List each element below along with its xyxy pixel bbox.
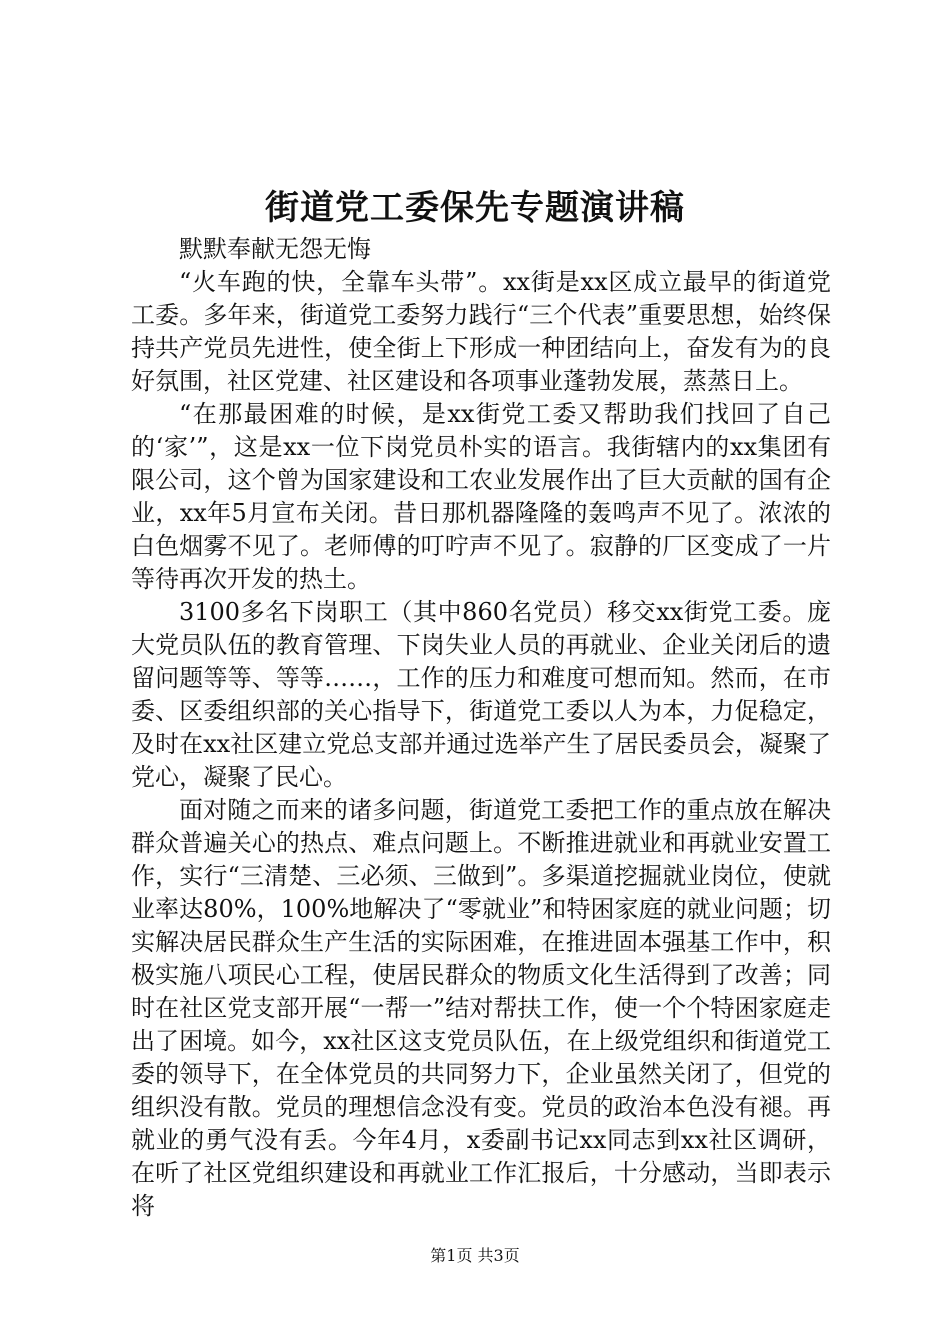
document-subtitle: 默默奉献无怨无悔 <box>179 235 371 263</box>
paragraph-1: “火车跑的快，全靠车头带”。xx街是xx区成立最早的街道党工委。多年来，街道党工委努力践行“三个代表”重要思想，始终保持共产党员先进性，使全街上下形成一种团结向上，奋发有为的良好氛围，社区党建、社区建设和各项事业蓬勃发展，蒸蒸日上。 <box>131 268 831 395</box>
paragraph-4: 面对随之而来的诸多问题，街道党工委把工作的重点放在解决群众普遍关心的热点、难点问题上。不断推进就业和再就业安置工作，实行“三清楚、三必须、三做到”。多渠道挖掘就业岗位，使就业率达80%，100%地解决了“零就业”和特困家庭的就业问题；切实解决居民群众生产生活的实际困难，在推进固本强基工作中，积极实施八项民心工程，使居民群众的物质文化生活得到了改善；同时在社区党支部开展“一帮一”结对帮扶工作，使一个个特困家庭走出了困境。如今，xx社区这支党员队伍，在上级党组织和街道党工委的领导下，在全体党员的共同努力下，企业虽然关闭了，但党的组织没有散。党员的理想信念没有变。党员的政治本色没有褪。再就业的勇气没有丢。今年4月，x委副书记xx同志到xx社区调研，在听了社区党组织建设和再就业工作汇报后，十分感动，当即表示将 <box>131 796 831 1220</box>
page-number-footer: 第1页 共3页 <box>430 1246 520 1265</box>
document-body <box>131 233 831 1223</box>
paragraph-3: 3100多名下岗职工（其中860名党员）移交xx街党工委。庞大党员队伍的教育管理、下岗失业人员的再就业、企业关闭后的遗留问题等等、等等……，工作的压力和难度可想而知。然而，在市委、区委组织部的关心指导下，街道党工委以人为本，力促稳定，及时在xx社区建立党总支部并通过选举产生了居民委员会，凝聚了党心，凝聚了民心。 <box>131 598 831 791</box>
document-title: 街道党工委保先专题演讲稿 <box>265 188 685 228</box>
paragraph-2: “在那最困难的时候，是xx街党工委又帮助我们找回了自己的‘家’”，这是xx一位下岗党员朴实的语言。我街辖内的xx集团有限公司，这个曾为国家建设和工农业发展作出了巨大贡献的国有企业，xx年5月宣布关闭。昔日那机器隆隆的轰鸣声不见了。浓浓的白色烟雾不见了。老师傅的叮咛声不见了。寂静的厂区变成了一片等待再次开发的热土。 <box>131 400 831 593</box>
